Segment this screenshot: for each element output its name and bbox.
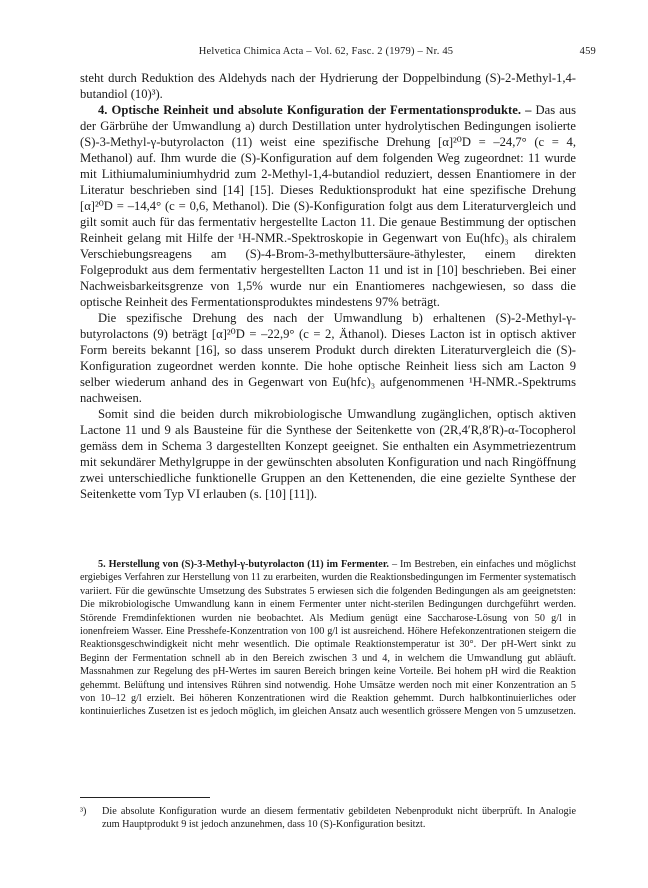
- footnote-mark: ³): [80, 806, 87, 817]
- section-5-heading: 5. Herstellung von (S)-3-Methyl-γ-butyrolacton (11) im Fermenter.: [98, 559, 389, 570]
- paragraph-conclusion: Somit sind die beiden durch mikrobiologische Umwandlung zugänglichen, optisch aktiven Lactone 11 und 9 als Bausteine für die Synthese der Seitenkette von (2R,4′R,8′R)-α-Tocopherol gemäss dem in Schema 3 dargestellten Konzept geeignet. Sie enthalten ein Asymmetriezentrum mit sekundärer Methylgruppe in der gewünschten absoluten Konfiguration und nach Ringöffnung zwei unterschiedliche funktionelle Gruppen an den Kettenenden, die eine gezielte Synthese der Seitenkette vom Typ VI erlauben (s. [10] [11]).: [80, 407, 576, 501]
- paragraph-lacton-9: Die spezifische Drehung des nach der Umwandlung b) erhaltenen (S)-2-Methyl-γ-butyrolactons (9) beträgt [α]²⁰D = –22,9° (c = 2, Äthanol). Dieses Lacton ist in optisch aktiver Form bereits bekannt [16], so dass unserem Produkt durch direkten Literaturvergleich die (S)-Konfiguration zugeordnet werden konnte. Die hohe optische Reinheit liess sich am Lacton 9 selber wiederum anhand des in Gegenwart von Eu(hfc)₃ aufgenommenen ¹H-NMR.-Spektrums nachweisen.: [80, 311, 576, 405]
- main-text: [80, 70, 576, 502]
- paragraph-text: Das aus der Gärbrühe der Umwandlung a) durch Destillation unter hydrolytischen Bedingungen isolierte (S)-3-Methyl-γ-butyrolacton (11) weist eine spezifische Drehung [α]²⁰D = –24,7° (c = 4, Methanol) auf. Ihm wurde die (S)-Konfiguration auf dem folgenden Weg zugeordnet: 11 wurde mit Lithiumaluminiumhydrid zum 2-Methyl-1,4-butandiol reduziert, dessen Enantiomere in der Literatur beschrieben sind [14] [15]. Dieses Reduktionsprodukt hat eine spezifische Drehung [α]²⁰D = –14,4° (c = 0,6, Methanol). Die (S)-Konfiguration folgt aus dem Literaturvergleich und gilt somit auch für das fermentativ hergestellte Lacton 11. Die genaue Bestimmung der optischen Reinheit gelang mit Hilfe der ¹H-NMR.-Spektroskopie in Gegenwart von Eu(hfc)₃ als chiralem Verschiebungsreagens am (S)-4-Brom-3-methylbuttersäure-äthylester, einem direkten Folgeprodukt aus dem fermentativ hergestellten Lacton 11 und ist in [10] beschrieben. Bei einer Nachweisbarkeitsgrenze von 1,5% wurde nur ein Enantiomeres nachgewiesen, so dass die optische Reinheit des Fermentationsproduktes mindestens 97% beträgt.: [80, 103, 577, 309]
- journal-title: Helvetica Chimica Acta – Vol. 62, Fasc. 2 (1979) – Nr. 45: [198, 46, 454, 57]
- section-4-heading: 4. Optische Reinheit und absolute Konfiguration der Fermentationsprodukte. –: [98, 103, 532, 117]
- page-number: 459: [579, 46, 596, 57]
- footnote: [80, 805, 576, 832]
- paragraph-continuation: steht durch Reduktion des Aldehyds nach der Hydrierung der Doppelbindung (S)-2-Methyl-1,4-butandiol (10)³).: [80, 71, 576, 101]
- section-5-text: – Im Bestreben, ein einfaches und möglichst ergiebiges Verfahren zur Herstellung von 11 zu erarbeiten, wurden die Reaktionsbedingungen im Fermenter systematisch variiert. Für die gewünschte Umsetzung des Substrates 5 erwiesen sich die folgenden Bedingungen als am geeignetsten: Die mikrobiologische Umwandlung kann in einem Fermenter unter nicht-sterilen Bedingungen durchgeführt werden. Störende Fremdinfektionen wurden nie beobachtet. Als Medium genügt eine Saccharose-Lösung von 50 g/l in ionenfreiem Wasser. Eine Presshefe-Konzentration von 100 g/l ist ausreichend. Höhere Hefekonzentrationen steigern die Reaktionsgeschwindigkeit nicht mehr wesentlich. Die optimale Reaktionstemperatur ist 30°. Der pH-Wert sinkt zu Beginn der Fermentation schnell ab in den Bereich zwischen 3 und 4, in welchem die Umwandlung gut abläuft. Massnahmen zur Regelung des pH-Wertes im sauren Bereich bringen keine Vorteile. Bei hohem pH wird die Reaktion gehemmt. Belüftung und intensives Rühren sind notwendig. Hohe Umsätze werden noch mit einer Konzentration an 5 von 10–12 g/l erzielt. Bei höheren Konzentrationen wird die Reaktion gehemmt. Durch halbkontinuierliches oder kontinuierliches Zusetzen ist es jedoch möglich, im gleichen Ansatz auch wesentlich grössere Mengen von 5 umzusetzen.: [80, 559, 576, 718]
- footnote-text: Die absolute Konfiguration wurde an diesem fermentativ gebildeten Nebenprodukt nicht überprüft. In Analogie zum Hauptprodukt 9 ist jedoch anzunehmen, dass 10 (S)-Konfiguration besitzt.: [102, 806, 576, 831]
- paragraph-section-4: [80, 102, 576, 310]
- section-5-paragraph: [80, 558, 576, 719]
- footnote-rule: [80, 797, 210, 798]
- running-head: [56, 46, 596, 62]
- section-5: [80, 558, 576, 719]
